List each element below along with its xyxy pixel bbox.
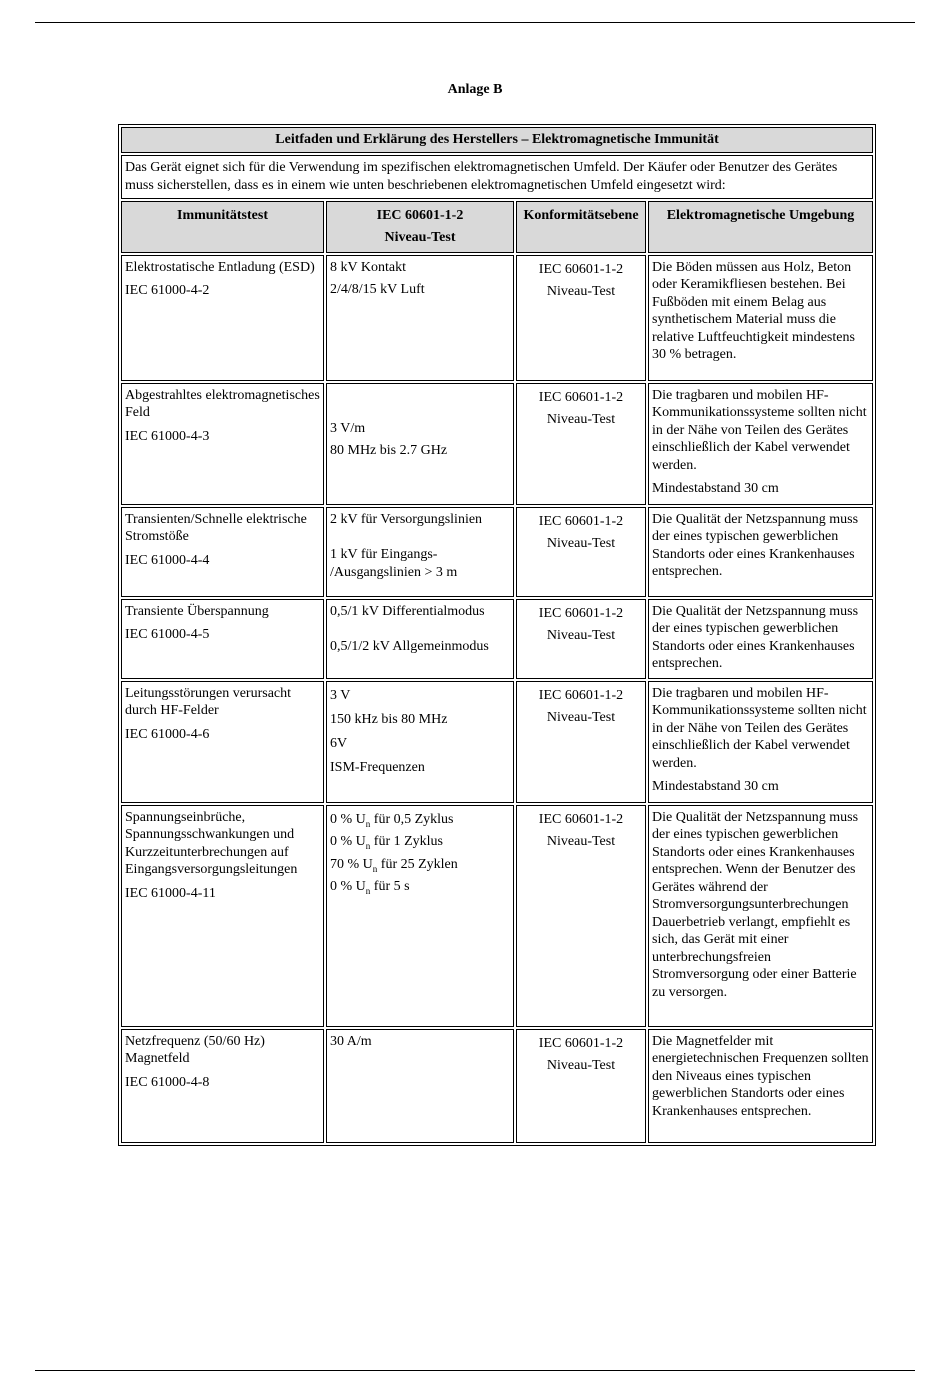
compliance-standard: IEC 60601-1-2: [538, 1035, 624, 1051]
level-cell: [326, 383, 514, 505]
table-row: [121, 599, 873, 679]
table-row: [121, 255, 873, 381]
environment-text: Die Magnetfelder mit energietechnischen Frequenzen sollten den Niveaus eines typischen gewerblichen Standorts oder eines Krankenhauses entsprechen.: [652, 1033, 869, 1119]
environment-text: Die Böden müssen aus Holz, Beton oder Keramikfliesen bestehen. Bei Fußböden mit einem Belag aus synthetischem Material muss die relative Luftfeuchtigkeit mindestens 30 % betragen.: [652, 259, 855, 362]
compliance-level: Niveau-Test: [546, 709, 616, 725]
compliance-standard: IEC 60601-1-2: [538, 513, 624, 529]
level-cell: [326, 599, 514, 679]
table-row: [121, 1029, 873, 1143]
test-cell: [121, 805, 324, 1027]
level-cell: [326, 681, 514, 803]
compliance-standard: IEC 60601-1-2: [538, 687, 624, 703]
compliance-standard: IEC 60601-1-2: [538, 389, 624, 405]
test-name: Transienten/Schnelle elektrische Stromstöße: [125, 511, 307, 544]
table-row: [121, 681, 873, 803]
footer-rule: [35, 1370, 915, 1371]
environment-note: Mindestabstand 30 cm: [652, 481, 779, 496]
compliance-standard: IEC 60601-1-2: [538, 811, 624, 827]
test-name: Spannungseinbrüche, Spannungsschwankungen und Kurzzeitunterbrechungen auf Eingangsversorgungsleitungen: [125, 809, 298, 877]
level-value: 8 kV Kontakt: [330, 259, 406, 275]
test-standard: IEC 61000-4-8: [125, 1074, 210, 1090]
environment-text: Die Qualität der Netzspannung muss der eines typischen gewerblichen Standorts oder eines Krankenhauses entsprechen. Wenn der Benutzer des Gerätes während der Stromversorgungsunterbrechungen Dauerbetrieb verlangt, empfiehlt es sich, das Gerät mit einer unterbrechungsfreien Stromversorgung oder einer Batterie zu versorgen.: [652, 809, 859, 1000]
header-iec-line2: Niveau-Test: [384, 229, 456, 245]
header-iec-level: [326, 201, 514, 253]
immunity-table: [118, 124, 876, 1146]
table-intro-row: [121, 155, 873, 199]
test-name: Leitungsstörungen verursacht durch HF-Felder: [125, 685, 292, 718]
compliance-level: Niveau-Test: [546, 535, 616, 551]
test-name: Transiente Überspannung: [125, 603, 269, 619]
column-header-row: [121, 201, 873, 253]
test-name: Elektrostatische Entladung (ESD): [125, 259, 315, 275]
page-heading: Anlage B: [447, 82, 503, 97]
environment-cell: [648, 805, 873, 1027]
compliance-level: Niveau-Test: [546, 411, 616, 427]
table-intro: Das Gerät eignet sich für die Verwendung im spezifischen elektromagnetischen Umfeld. Der Käufer oder Benutzer des Gerätes muss sicherstellen, dass es in einem wie unten beschriebenen elektromagnetischen Umfeld eingesetzt wird:: [121, 155, 873, 199]
compliance-level: Niveau-Test: [546, 627, 616, 643]
environment-text: Die tragbaren und mobilen HF-Kommunikationssysteme sollten nicht in der Nähe von Teilen des Gerätes einschließlich der Kabel verwendet werden.: [652, 387, 867, 473]
compliance-cell: [516, 383, 646, 505]
environment-cell: [648, 599, 873, 679]
environment-cell: [648, 1029, 873, 1143]
level-value: 6V: [330, 735, 348, 751]
test-standard: IEC 61000-4-2: [125, 283, 210, 298]
level-value: 0,5/1 kV Differentialmodus: [330, 603, 485, 619]
test-cell: [121, 507, 324, 597]
compliance-standard: IEC 60601-1-2: [538, 261, 624, 277]
header-environment: Elektromagnetische Umgebung: [648, 201, 873, 253]
level-cell: [326, 1029, 514, 1143]
header-iec-line1: IEC 60601-1-2: [376, 207, 464, 223]
table-row: [121, 805, 873, 1027]
test-cell: [121, 599, 324, 679]
test-standard: IEC 61000-4-3: [125, 428, 210, 444]
test-name: Netzfrequenz (50/60 Hz) Magnetfeld: [125, 1033, 265, 1066]
level-value: 1 kV für Eingangs- /Ausgangslinien > 3 m: [330, 547, 458, 580]
compliance-level: Niveau-Test: [546, 283, 616, 299]
level-value: 0 % $U_n$ für 1 Zyklus: [330, 834, 443, 851]
header-compliance: Konformitätsebene: [516, 201, 646, 253]
level-value: 2/4/8/15 kV Luft: [330, 282, 425, 297]
compliance-cell: [516, 1029, 646, 1143]
table-title-row: [121, 127, 873, 153]
compliance-level: Niveau-Test: [546, 1057, 616, 1073]
level-value: 80 MHz bis 2.7 GHz: [330, 443, 448, 458]
test-cell: [121, 255, 324, 381]
table-row: [121, 383, 873, 505]
environment-text: Die tragbaren und mobilen HF-Kommunikationssysteme sollten nicht in der Nähe von Teilen des Gerätes einschließlich der Kabel verwendet werden.: [652, 685, 867, 771]
header-rule: [35, 22, 915, 23]
test-standard: IEC 61000-4-5: [125, 627, 210, 642]
immunity-table-container: [118, 124, 876, 1146]
level-value: 3 V/m: [330, 420, 366, 436]
compliance-level: Niveau-Test: [546, 833, 616, 849]
environment-cell: [648, 681, 873, 803]
compliance-cell: [516, 681, 646, 803]
level-value: ISM-Frequenzen: [330, 759, 425, 775]
test-cell: [121, 681, 324, 803]
environment-cell: [648, 255, 873, 381]
header-test: Immunitätstest: [121, 201, 324, 253]
compliance-cell: [516, 599, 646, 679]
table-title: Leitfaden und Erklärung des Herstellers – Elektromagnetische Immunität: [121, 127, 873, 153]
environment-cell: [648, 383, 873, 505]
test-standard: IEC 61000-4-4: [125, 552, 210, 568]
compliance-cell: [516, 507, 646, 597]
level-cell: [326, 507, 514, 597]
level-value: 0 % $U_n$ für 5 s: [330, 879, 410, 896]
test-cell: [121, 1029, 324, 1143]
level-value: 0 % $U_n$ für 0,5 Zyklus: [330, 811, 454, 829]
compliance-cell: [516, 255, 646, 381]
compliance-standard: IEC 60601-1-2: [538, 605, 624, 621]
level-value: 150 kHz bis 80 MHz: [330, 711, 448, 727]
test-standard: IEC 61000-4-6: [125, 726, 210, 742]
level-value: 70 % $U_n$ für 25 Zyklen: [330, 856, 458, 874]
environment-text: Die Qualität der Netzspannung muss der eines typischen gewerblichen Standorts oder eines Krankenhauses entsprechen.: [652, 511, 859, 579]
test-cell: [121, 383, 324, 505]
test-name: Abgestrahltes elektromagnetisches Feld: [125, 387, 320, 420]
level-value: 30 A/m: [330, 1033, 372, 1049]
table-row: [121, 507, 873, 597]
environment-text: Die Qualität der Netzspannung muss der eines typischen gewerblichen Standorts oder eines Krankenhauses entsprechen.: [652, 603, 859, 671]
level-value: 2 kV für Versorgungslinien: [330, 511, 483, 527]
level-cell: [326, 255, 514, 381]
environment-cell: [648, 507, 873, 597]
environment-note: Mindestabstand 30 cm: [652, 779, 779, 794]
test-standard: IEC 61000-4-11: [125, 885, 216, 901]
level-value: 3 V: [330, 687, 351, 703]
compliance-cell: [516, 805, 646, 1027]
level-cell: [326, 805, 514, 1027]
level-value: 0,5/1/2 kV Allgemeinmodus: [330, 639, 489, 654]
